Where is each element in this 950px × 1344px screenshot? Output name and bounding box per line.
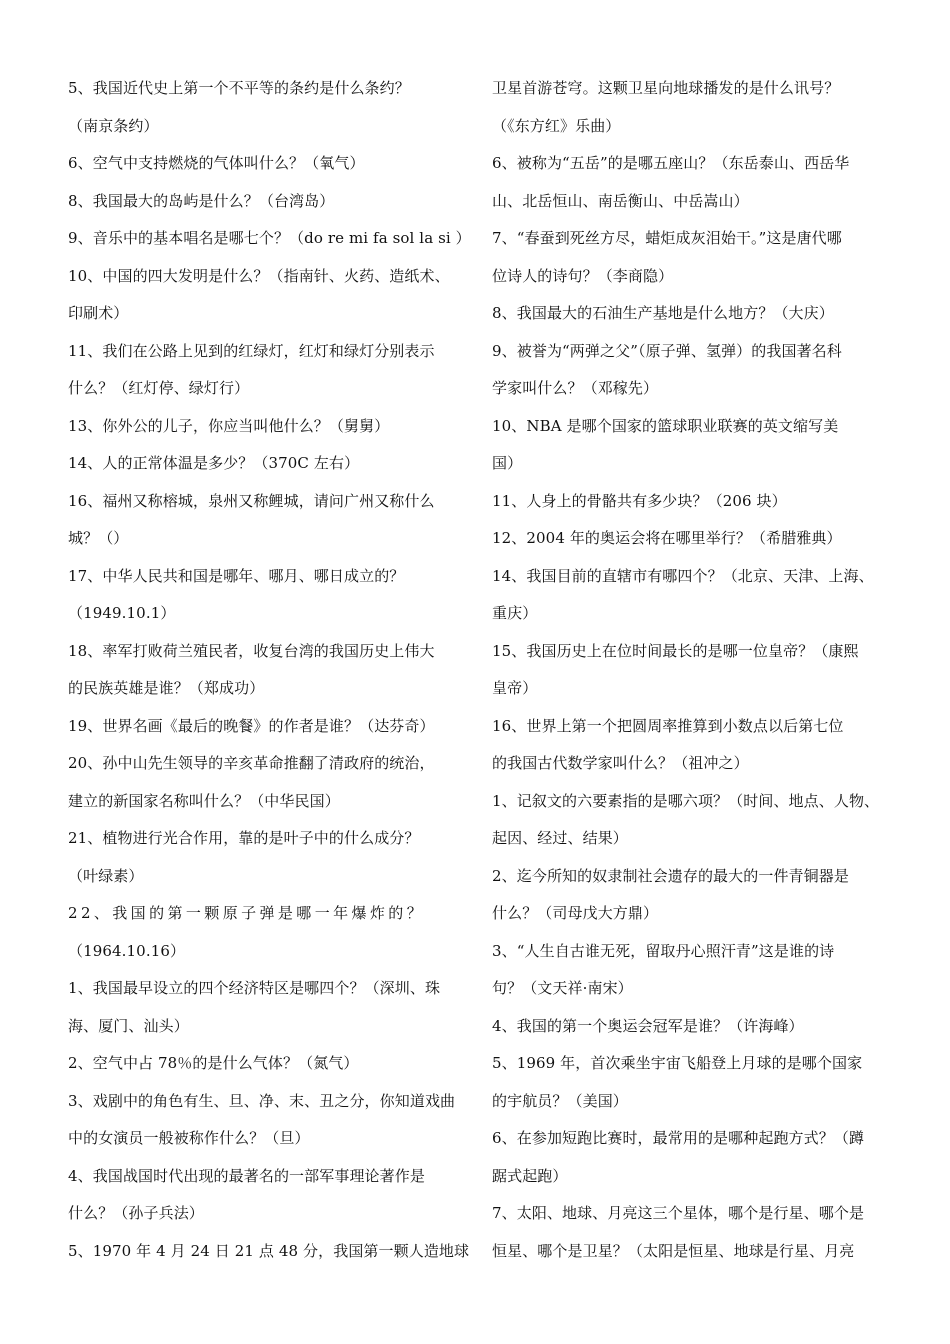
text-line: 6、在参加短跑比赛时，最常用的是哪种起跑方式？（蹲 (492, 1129, 865, 1147)
text-line: 15、我国历史上在位时间最长的是哪一位皇帝？（康熙 (492, 641, 859, 660)
text-line: 什么？（孙子兵法） (68, 1204, 204, 1222)
text-line: 学家叫什么？（邓稼先） (492, 379, 659, 397)
text-line: 3、戏剧中的角色有生、旦、净、末、丑之分，你知道戏曲 (68, 1091, 456, 1110)
text-line: 9、被誉为“两弹之父”（原子弹、氢弹）的我国著名科 (492, 341, 842, 360)
right-column (492, 70, 896, 1270)
text-line: 建立的新国家名称叫什么？（中华民国） (68, 791, 340, 810)
text-line: 5、我国近代史上第一个不平等的条约是什么条约？ (68, 79, 410, 97)
text-line: 11、人身上的骨骼共有多少块？（206 块） (492, 491, 787, 510)
text-line: 4、我国战国时代出现的最著名的一部军事理论著作是 (68, 1166, 425, 1185)
text-line: 11、我们在公路上见到的红绿灯，红灯和绿灯分别表示 (68, 341, 435, 360)
text-line: 5、1970 年 4 月 24 日 21 点 48 分，我国第一颗人造地球 (68, 1241, 470, 1260)
text-line: 16、世界上第一个把圆周率推算到小数点以后第七位 (492, 716, 844, 735)
text-line: 8、我国最大的岛屿是什么？（台湾岛） (68, 191, 335, 210)
text-line: 19、世界名画《最后的晚餐》的作者是谁？（达芬奇） (68, 716, 435, 735)
text-line: 踞式起跑） (492, 1166, 568, 1185)
text-line: 14、我国目前的直辖市有哪四个？（北京、天津、上海、 (492, 566, 874, 585)
text-line: 国） (492, 454, 523, 472)
text-line: 20、孙中山先生领导的辛亥革命推翻了清政府的统治， (68, 754, 435, 772)
text-line: 6、被称为“五岳”的是哪五座山？（东岳泰山、西岳华 (492, 154, 850, 172)
text-line: 起因、经过、结果） (492, 829, 628, 847)
text-line: 12、2004 年的奥运会将在哪里举行？（希腊雅典） (492, 529, 842, 547)
text-line: 18、率军打败荷兰殖民者，收复台湾的我国历史上伟大 (68, 641, 435, 660)
text-line: 印刷术） (68, 304, 129, 322)
text-line: 9、音乐中的基本唱名是哪七个？（do re mi fa sol la si ） (68, 229, 471, 247)
text-line: 的民族英雄是谁？（郑成功） (68, 679, 265, 697)
text-line: 什么？（司母戊大方鼎） (492, 904, 659, 922)
text-line: 2、迄今所知的奴隶制社会遗存的最大的一件青铜器是 (492, 866, 849, 885)
text-line: 8、我国最大的石油生产基地是什么地方？（大庆） (492, 304, 834, 322)
text-line: 22、我国的第一颗原子弹是哪一年爆炸的？ (68, 904, 426, 922)
text-line: 6、空气中支持燃烧的气体叫什么？（氧气） (68, 154, 365, 172)
text-line: 皇帝） (492, 679, 538, 697)
text-line: 16、福州又称榕城，泉州又称鲤城，请问广州又称什么 (68, 491, 435, 510)
text-line: 位诗人的诗句？（李商隐） (492, 266, 674, 285)
text-line: 21、植物进行光合作用，靠的是叶子中的什么成分？ (68, 829, 420, 847)
text-line: 4、我国的第一个奥运会冠军是谁？（许海峰） (492, 1016, 804, 1035)
text-line: 山、北岳恒山、南岳衡山、中岳嵩山） (492, 191, 749, 210)
text-line: 的我国古代数学家叫什么？（祖冲之） (492, 754, 749, 772)
left-column (68, 70, 471, 1270)
text-line: 2、空气中占 78％的是什么气体？（氮气） (68, 1054, 359, 1072)
text-line: 什么？（红灯停、绿灯行） (68, 379, 250, 397)
text-line: 7、太阳、地球、月亮这三个星体，哪个是行星、哪个是 (492, 1204, 865, 1222)
text-line: （《东方红》乐曲） (492, 116, 621, 135)
text-line: 海、厦门、汕头） (68, 1016, 189, 1035)
text-line: 重庆） (492, 604, 538, 622)
text-line: 17、中华人民共和国是哪年、哪月、哪日成立的？ (68, 566, 405, 585)
text-line: （1964.10.16） (68, 941, 186, 960)
text-line: 卫星首游苍穹。这颗卫星向地球播发的是什么讯号？ (492, 79, 840, 97)
text-line: 10、NBA 是哪个国家的篮球职业联赛的英文缩写美 (492, 416, 839, 435)
text-line: （1949.10.1） (68, 604, 176, 622)
text-line: 的宇航员？（美国） (492, 1091, 628, 1110)
text-line: 10、中国的四大发明是什么？（指南针、火药、造纸术、 (68, 266, 450, 285)
text-line: 中的女演员一般被称作什么？（旦） (68, 1129, 310, 1147)
text-line: 5、1969 年，首次乘坐宇宙飞船登上月球的是哪个国家 (492, 1054, 863, 1072)
text-line: 城？（） (68, 529, 129, 547)
text-line: 句？（文天祥·南宋） (492, 979, 633, 997)
text-line: 1、记叙文的六要素指的是哪六项？（时间、地点、人物、 (492, 791, 880, 810)
text-line: 恒星、哪个是卫星？（太阳是恒星、地球是行星、月亮 (492, 1241, 855, 1260)
text-line: 1、我国最早设立的四个经济特区是哪四个？（深圳、珠 (68, 979, 441, 997)
text-line: 13、你外公的儿子，你应当叫他什么？（舅舅） (68, 416, 390, 435)
text-line: 7、“春蚕到死丝方尽，蜡炬成灰泪始干。”这是唐代哪 (492, 229, 842, 247)
text-line: （南京条约） (68, 116, 159, 135)
text-line: 3、“人生自古谁无死，留取丹心照汗青”这是谁的诗 (492, 941, 835, 960)
text-line: （叶绿素） (68, 866, 144, 885)
text-line: 14、人的正常体温是多少？（370C 左右） (68, 454, 360, 472)
